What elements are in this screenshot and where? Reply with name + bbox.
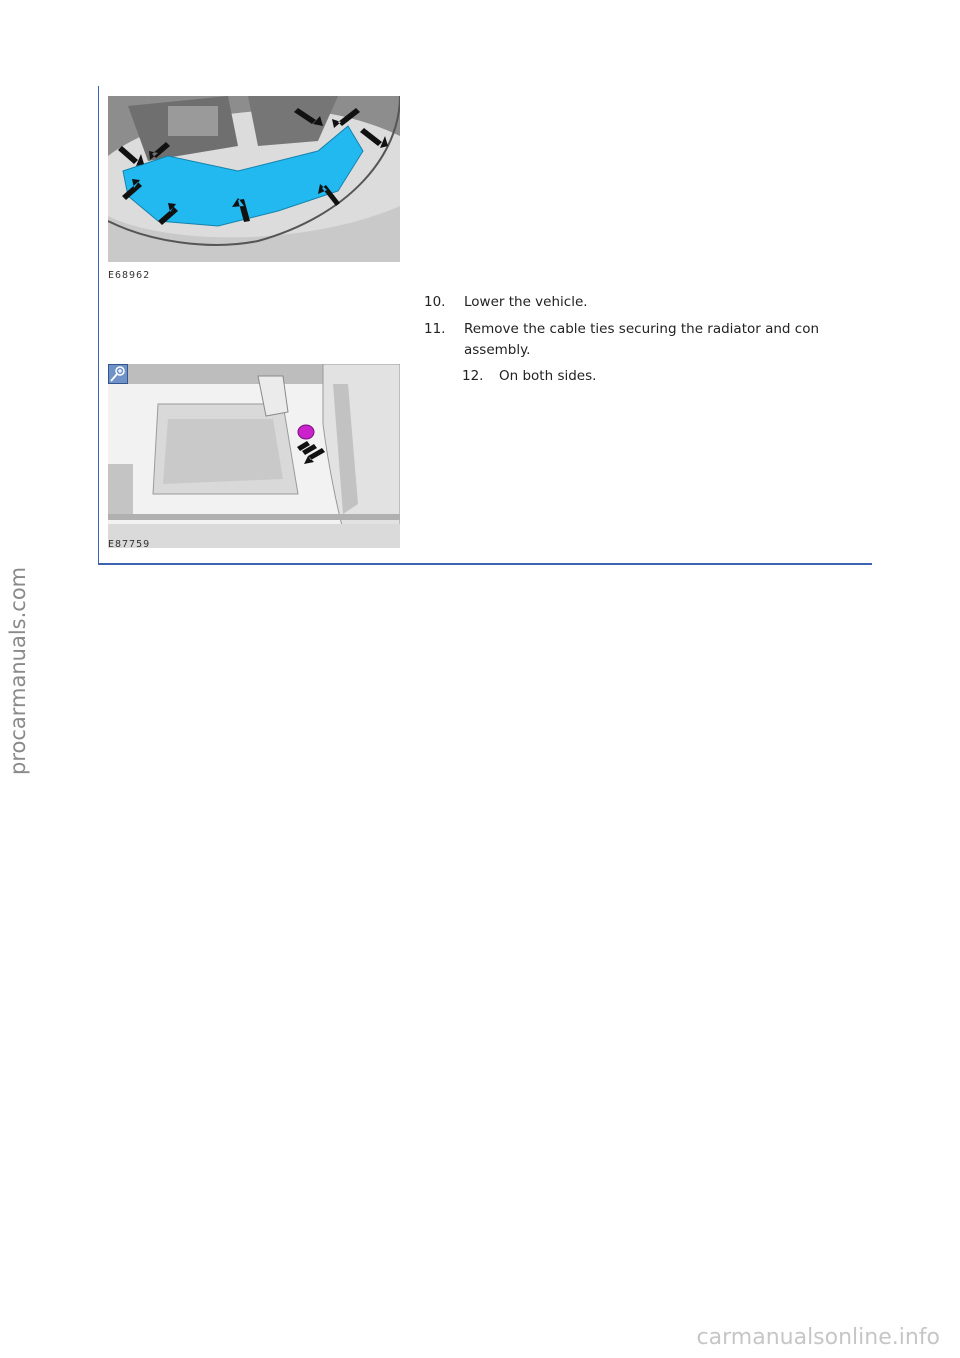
figure-cable-tie-location <box>108 364 400 548</box>
step-12 <box>462 366 762 388</box>
figure-label: E68962 <box>108 270 151 281</box>
magnifier-icon <box>109 365 127 383</box>
step-text: Lower the vehicle. <box>464 294 588 310</box>
step-10 <box>424 292 872 314</box>
step-text-line1: Remove the cable ties securing the radiator and con <box>464 321 820 337</box>
step-number: 12. <box>462 368 484 384</box>
content-frame-left-border <box>98 86 99 564</box>
content-frame-bottom-border <box>98 563 872 565</box>
zoom-icon[interactable] <box>108 364 128 384</box>
figure-undertray-fasteners <box>108 96 400 262</box>
step-text: On both sides. <box>499 368 597 384</box>
step-number: 10. <box>424 294 446 310</box>
cable-tie-illustration <box>108 364 400 548</box>
cable-tie-highlight <box>298 425 314 439</box>
side-watermark: procarmanuals.com <box>6 566 30 775</box>
step-text-line2: assembly. <box>464 342 531 358</box>
step-11 <box>424 319 872 361</box>
step-number: 11. <box>424 321 446 337</box>
figure-label: E87759 <box>108 539 151 550</box>
undertray-illustration <box>108 96 400 262</box>
bottom-watermark: carmanualsonline.info <box>696 1325 940 1350</box>
